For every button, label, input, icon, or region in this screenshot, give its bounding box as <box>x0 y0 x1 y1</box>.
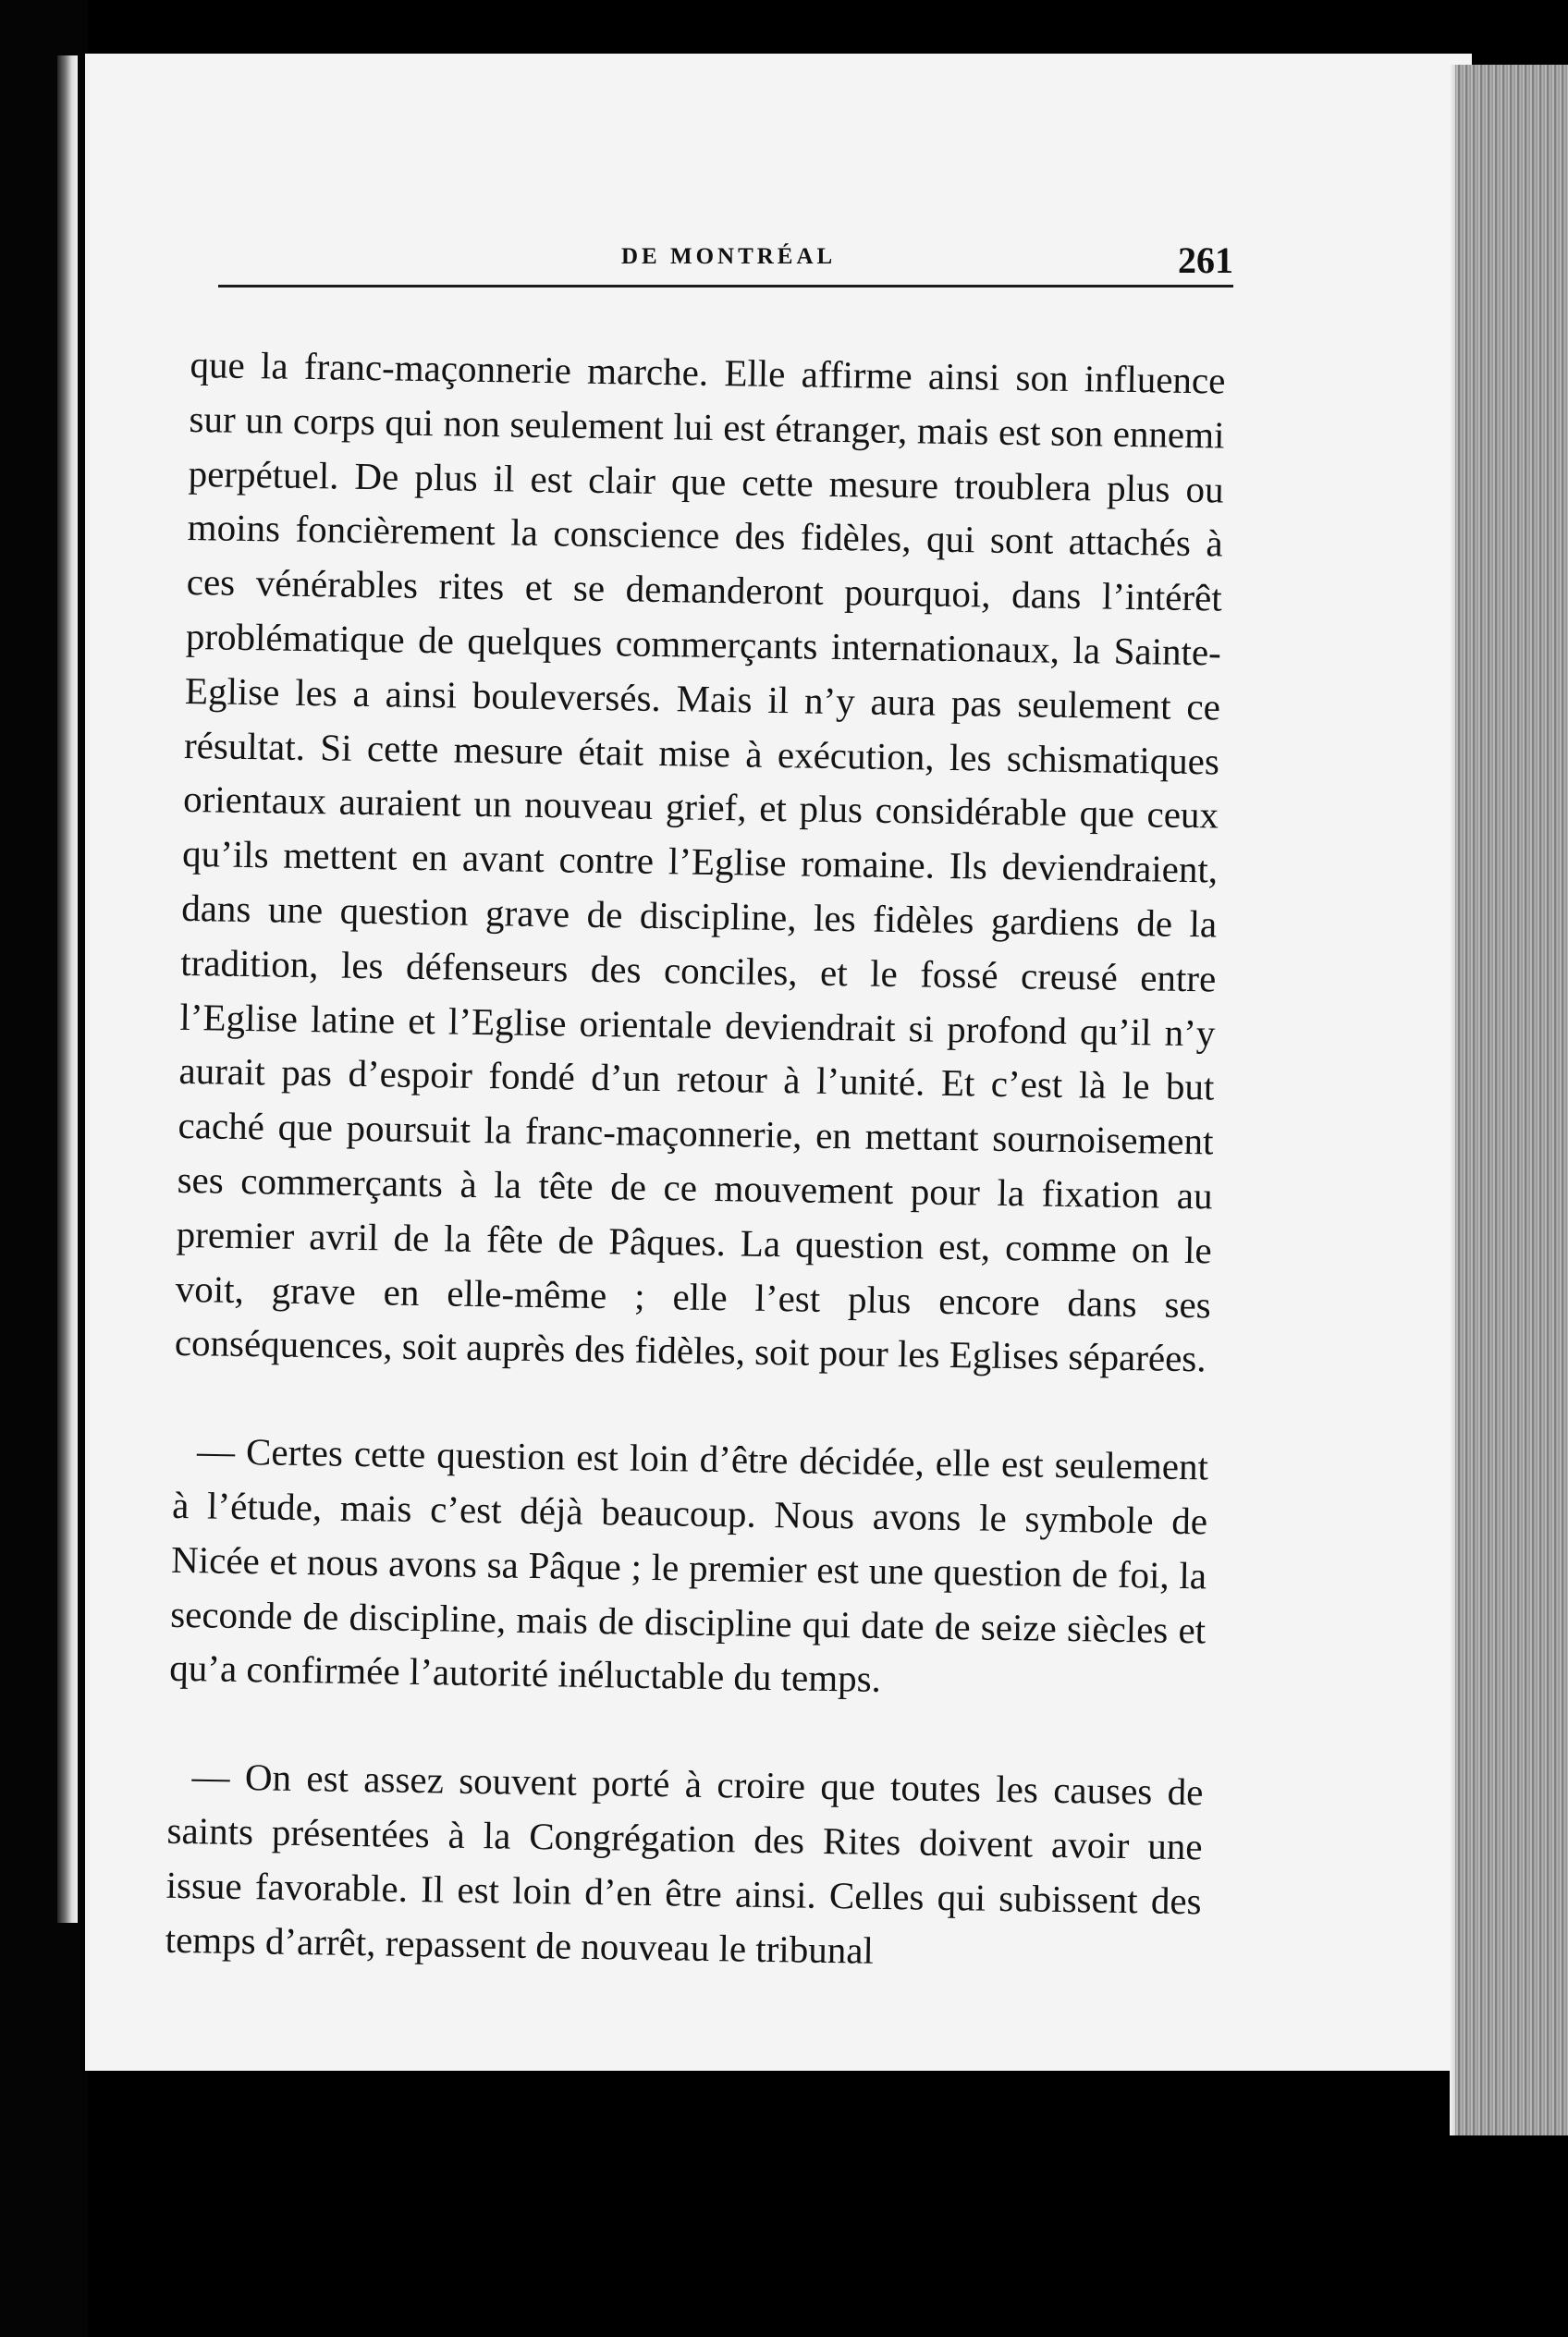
page-number: 261 <box>1178 239 1233 281</box>
paragraph-causes-de-saints: — On est assez souvent porté à croire que toutes les causes de saints présentées à la Congrégation des Rites doivent avoir une issue favorable. Il est loin d’en être ainsi. Celles qui subissent des temps d’arrêt, repassent de nouveau le tribunal <box>165 1755 1204 1972</box>
paragraph-nicee: — Certes cette question est loin d’être décidée, elle est seulement à l’étude, mais c’est déjà beaucoup. Nous avons le symbole de Nicée et nous avons sa Pâque ; le premier est une question de foi, la seconde de discipline, mais de discipline qui date de seize siècles et qu’a confirmée l’autorité inéluctable du temps. <box>169 1429 1209 1701</box>
page-header <box>218 233 1233 298</box>
facing-page-edge <box>57 55 78 1923</box>
page-body <box>165 337 1226 1983</box>
running-head: DE MONTRÉAL <box>621 244 837 269</box>
page-stack-edge <box>1455 65 1568 2135</box>
header-rule <box>218 285 1233 288</box>
paragraph-franc-maconnerie: que la franc-maçonnerie marche. Elle affirme ainsi son influence sur un corps qui non seulement lui est étranger, mais est son ennemi perpétuel. De plus il est clair que cette mesure troublera plus ou moins foncièrement la conscience des fidèles, qui sont attachés à ces vénérables rites et se demanderont pourquoi, dans l’intérêt problématique de quelques commerçants internationaux, la Sainte-Eglise les a ainsi bouleversés. Mais il n’y aura pas seulement ce résultat. Si cette mesure était mise à exécution, les schismatiques orientaux auraient un nouveau grief, et plus considérable que ceux qu’ils mettent en avant contre l’Eglise romaine. Ils deviendraient, dans une question grave de discipline, les fidèles gardiens de la tradition, les défenseurs des conciles, et le fossé creusé entre l’Eglise latine et l’Eglise orientale deviendrait si profond qu’il n’y aurait pas d’espoir fondé d’un retour à l’unité. Et c’est là le but caché que poursuit la franc-maçonnerie, en mettant sournoisement ses commerçants à la tête de ce mouvement pour la fixation au premier avril de la fête de Pâques. La question est, comme on le voit, grave en elle-même ; elle l’est plus encore dans ses conséquences, soit auprès des fidèles, soit pour les Eglises séparées. <box>174 342 1226 1380</box>
